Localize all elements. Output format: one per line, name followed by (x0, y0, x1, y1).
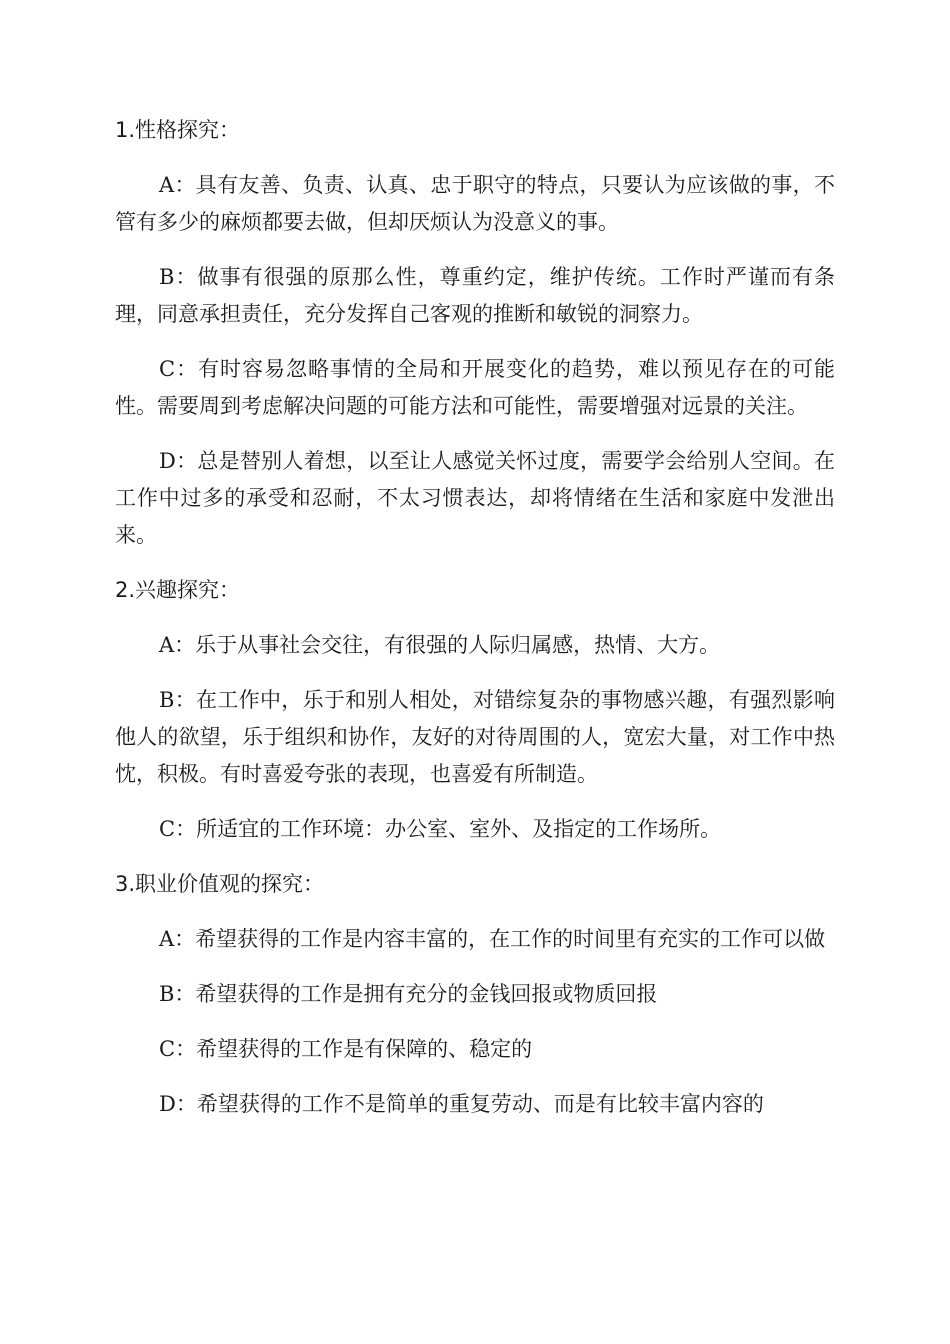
interest-paragraph-b: B：在工作中，乐于和别人相处，对错综复杂的事物感兴趣，有强烈影响他人的欲望，乐于组织和协作，友好的对待周围的人，宽宏大量，对工作中热忱，积极。有时喜爱夸张的表现，也喜爱有所制造。 (115, 688, 835, 786)
interest-paragraph-c: C：所适宜的工作环境：办公室、室外、及指定的工作场所。 (159, 817, 722, 841)
section-heading-values: 3.职业价值观的探究： (115, 872, 325, 896)
personality-paragraph-d: D：总是替别人着想，以至让人感觉关怀过度，需要学会给别人空间。在工作中过多的承受和忍耐，不太习惯表达，却将情绪在生活和家庭中发泄出来。 (115, 449, 835, 547)
personality-paragraph-b: B：做事有很强的原那么性，尊重约定，维护传统。工作时严谨而有条理，同意承担责任，充分发挥自己客观的推断和敏锐的洞察力。 (115, 265, 835, 326)
values-paragraph-b: B：希望获得的工作是拥有充分的金钱回报或物质回报 (159, 982, 658, 1006)
values-paragraph-c: C：希望获得的工作是有保障的、稳定的 (159, 1037, 533, 1061)
interest-paragraph-a: A：乐于从事社会交往，有很强的人际归属感，热情、大方。 (159, 633, 721, 657)
personality-paragraph-c: C：有时容易忽略事情的全局和开展变化的趋势，难以预见存在的可能性。需要周到考虑解决问题的可能方法和可能性，需要增强对远景的关注。 (115, 357, 835, 418)
document-body (115, 112, 835, 1141)
values-paragraph-d: D：希望获得的工作不是简单的重复劳动、而是有比较丰富内容的 (159, 1092, 764, 1116)
section-heading-interest: 2.兴趣探究： (115, 578, 241, 602)
personality-paragraph-a: A：具有友善、负责、认真、忠于职守的特点，只要认为应该做的事，不管有多少的麻烦都要去做，但却厌烦认为没意义的事。 (115, 173, 835, 234)
values-paragraph-a: A：希望获得的工作是内容丰富的，在工作的时间里有充实的工作可以做 (159, 927, 826, 951)
section-heading-personality: 1.性格探究： (115, 118, 241, 142)
